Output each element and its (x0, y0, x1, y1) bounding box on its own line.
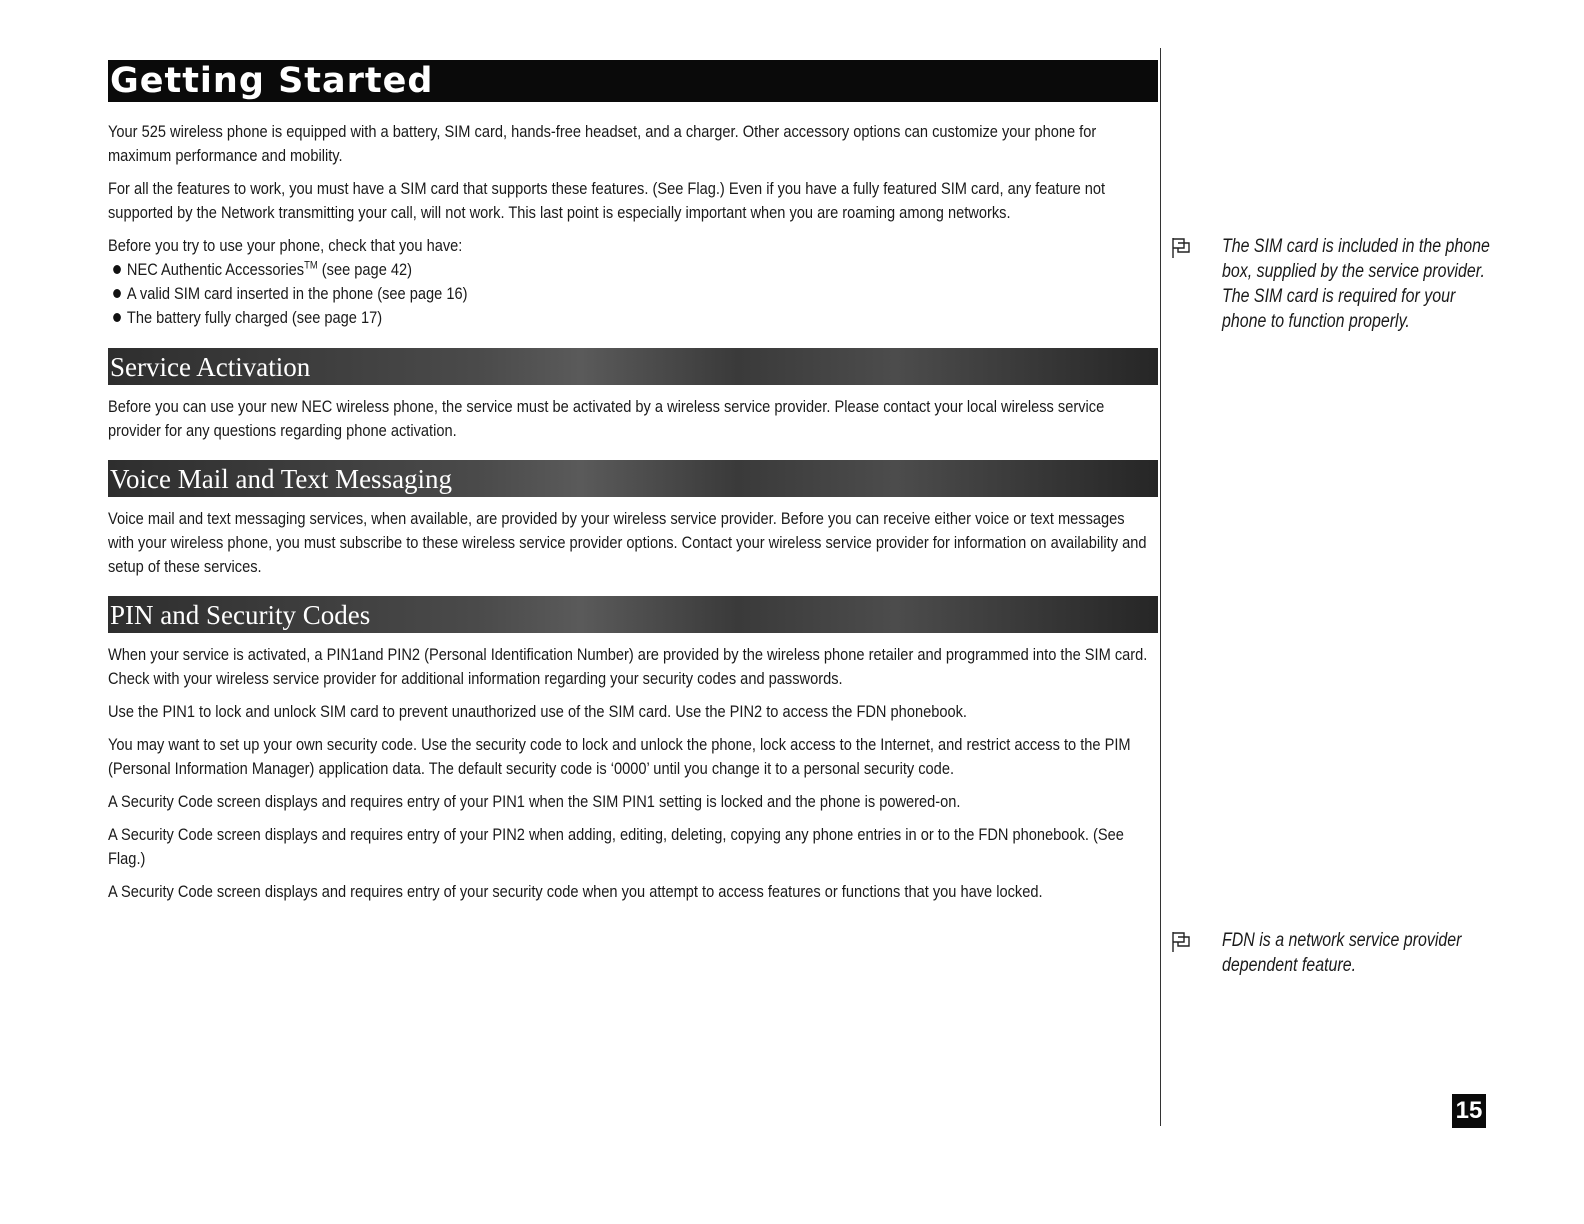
pin-paragraph-1: When your service is activated, a PIN1and PIN2 (Personal Identification Number) are provided by the wireless phone retailer and programmed into the SIM card. Check with your wireless service provider for additional information regarding your security codes and passwords. (108, 645, 1148, 688)
service-activation-paragraph: Before you can use your new NEC wireless phone, the service must be activated by a wireless service provider. Please contact your local wireless service provider for any questions regarding phone activation. (108, 397, 1105, 440)
pin-paragraph-2: Use the PIN1 to lock and unlock SIM card to prevent unauthorized use of the SIM card. Use the PIN2 to access the FDN phonebook. (108, 702, 967, 721)
column-divider (1160, 48, 1161, 1126)
sidebar-note-text: FDN is a network service provider dependent feature. (1222, 930, 1462, 976)
bullet-icon (113, 313, 121, 322)
voice-mail-paragraph: Voice mail and text messaging services, when available, are provided by your wireless service provider. Before you can receive either voice or text messages with your wireless phone, you must subscribe to these wireless service provider options. Contact your wireless service provider for information on availability and setup of these services. (108, 509, 1147, 576)
page-number: 15 (1452, 1094, 1486, 1128)
checklist-item: NEC Authentic Accessories™ (see page 42) (108, 258, 1073, 282)
intro-paragraph-3: Before you try to use your phone, check that you have: (108, 236, 463, 255)
flag-icon (1170, 930, 1194, 954)
checklist (108, 258, 1158, 330)
section-heading-voice-mail: Voice Mail and Text Messaging (108, 460, 1158, 497)
bullet-icon (113, 289, 121, 298)
pin-paragraph-4: A Security Code screen displays and requires entry of your PIN1 when the SIM PIN1 setting is locked and the phone is powered-on. (108, 792, 961, 811)
section-heading-service-activation: Service Activation (108, 348, 1158, 385)
intro-paragraph-2: For all the features to work, you must have a SIM card that supports these features. (See Flag.) Even if you have a fully featured SIM card, any feature not supported by the Network transmitting your call, will not work. This last point is especially important when you are roaming among networks. (108, 179, 1106, 222)
pin-paragraph-3: You may want to set up your own security code. Use the security code to lock and unlock the phone, lock access to the Internet, and restrict access to the PIM (Personal Information Manager) application data. The default security code is ‘0000’ until you change it to a personal security code. (108, 735, 1131, 778)
main-column (108, 60, 1158, 913)
checklist-item: The battery fully charged (see page 17) (108, 306, 1073, 330)
sidebar-note-text: The SIM card is included in the phone box, supplied by the service provider. The SIM card is required for your phone to function properly. (1222, 236, 1490, 332)
pin-paragraph-6: A Security Code screen displays and requires entry of your security code when you attempt to access features or functions that you have locked. (108, 882, 1043, 901)
section-heading-pin-security: PIN and Security Codes (108, 596, 1158, 633)
pin-paragraph-5: A Security Code screen displays and requires entry of your PIN2 when adding, editing, deleting, copying any phone entries in or to the FDN phonebook. (See Flag.) (108, 825, 1124, 868)
intro-paragraph-1: Your 525 wireless phone is equipped with a battery, SIM card, hands-free headset, and a charger. Other accessory options can customize your phone for maximum performance and mobility. (108, 122, 1097, 165)
page-title: Getting Started (108, 60, 1158, 102)
bullet-icon (113, 265, 121, 274)
checklist-item: A valid SIM card inserted in the phone (see page 16) (108, 282, 1073, 306)
flag-icon (1170, 236, 1194, 260)
